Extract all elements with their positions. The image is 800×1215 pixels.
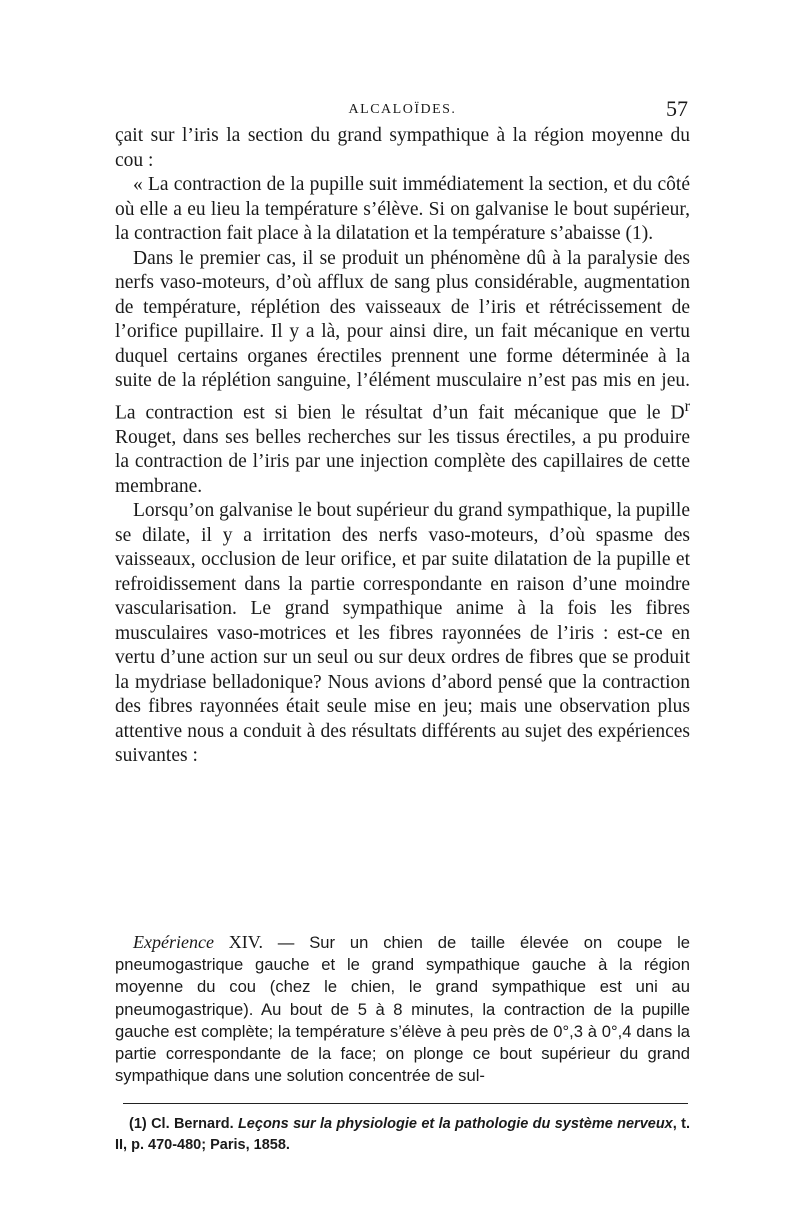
paragraph-first-case-text-b: Rouget, dans ses belles recherches sur les tissus érectiles, a pu produire la contraction de l’iris par une injection complète des capillaires de cette membrane. (115, 426, 690, 497)
footnote-author: Cl. Bernard. (146, 1116, 238, 1132)
footnote-marker: (1) (129, 1116, 147, 1132)
experiment-block (115, 931, 690, 1087)
experiment-paragraph (115, 931, 690, 1087)
paragraph-galvanise: Lorsqu’on galvanise le bout supérieur du grand sympathique, la pupille se dilate, il y a irritation des nerfs vaso-moteurs, d’où spasme des vaisseaux, occlusion de leur orifice, et par suite dilatation de la pupille et refroidissement dans la partie correspondante en raison d’une moindre vascularisation. Le grand sympathique anime à la fois les fibres musculaires vaso-motrices et les fibres rayonnées de l’iris : est-ce en vertu d’une action sur un seul ou sur deux ordres de fibres que se produit la mydriase belladonique? Nous avions d’abord pensé que la contraction des fibres rayonnées était seule mise en jeu; mais une observation plus attentive nous a conduit à des résultats différents au sujet des expériences suivantes : (115, 500, 690, 766)
paragraph-first-case-text-a: Dans le premier cas, il se produit un phénomène dû à la paralysie des nerfs vaso-moteurs, d’où afflux de sang plus considérable, augmentation de température, réplétion des vaisseaux de l’iris et rétrécissement de l’orifice pupillaire. Il y a là, pour ainsi dire, un fait mécanique en vertu duquel certains organes érectiles prennent une forme déterminée à la suite de la réplétion sanguine, l’élément musculaire n’est pas mis en jeu. La contraction est si bien le résultat d’un fait mécanique que le D (115, 247, 690, 423)
footnote-reference: , t. II, p. 470-480; Paris, 1858. (115, 1116, 691, 1153)
experiment-number: XIV. (228, 932, 263, 952)
body-text (115, 124, 690, 769)
experiment-text: — Sur un chien de taille élevée on coupe le pneumogastrique gauche et le grand sympathique gauche à la région moyenne du cou (chez le chien, le grand sympathique est uni au pneumogastrique). Au bout de 5 à 8 minutes, la contraction de la pupille gauche est complète; la température s’élève à peu près de 0°,3 à 0°,4 dans la partie correspondante de la face; on plonge ce bout supérieur du grand sympathique dans une solution concentrée de sul- (115, 933, 690, 1086)
superscript-r: r (684, 396, 690, 415)
footnote-rule (123, 1103, 688, 1104)
running-title: ALCALOÏDES. (348, 102, 457, 117)
page-number: 57 (666, 96, 688, 121)
book-page (115, 0, 690, 1215)
footnote-paragraph (115, 1114, 690, 1156)
paragraph-quote: « La contraction de la pupille suit immédiatement la section, et du côté où elle a eu lieu la température s’élève. Si on galvanise le bout supérieur, la contraction fait place à la dilatation et la température s’abaisse (1). (115, 174, 690, 244)
footnote (115, 1114, 690, 1156)
page-header (115, 96, 690, 124)
experiment-label: Expérience (133, 932, 214, 952)
paragraph-continuation: çait sur l’iris la section du grand sympathique à la région moyenne du cou : (115, 125, 690, 171)
footnote-title: Leçons sur la physiologie et la pathologie du système nerveux (237, 1116, 673, 1132)
paragraph-first-case (115, 247, 690, 500)
